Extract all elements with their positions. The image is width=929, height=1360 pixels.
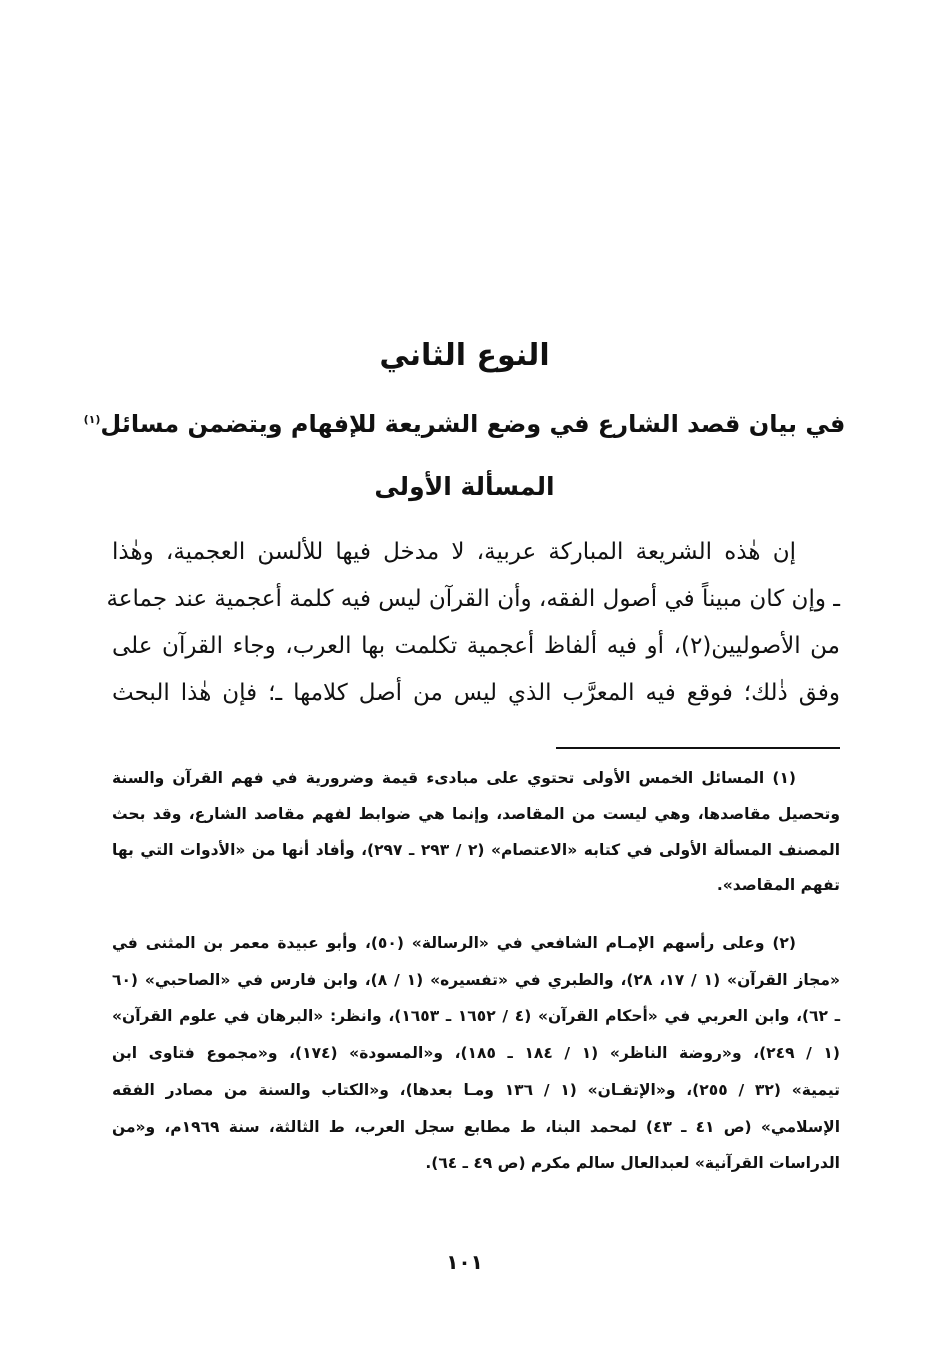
body-line: وفق ذٰلك؛ فوقع فيه المعرَّب الذي ليس من أصل كلامها ـ؛ فإن هٰذا البحث [112,680,840,706]
footnote-line: (١) المسائل الخمس الأولى تحتوي على مبادىء قيمة وضرورية في فهم القرآن والسنة [112,769,796,787]
body-line: ـ وإن كان مبيناً في أصول الفقه، وأن القرآن ليس فيه كلمة أعجمية عند جماعة [106,586,840,612]
footnote-line: (١ / ٢٤٩)، و«روضة الناظر» (١ / ١٨٤ ـ ١٨٥)، و«المسودة» (١٧٤)، و«مجموع فتاوى ابن [112,1044,840,1062]
footnote-line: تيمية» (٣٢ / ٢٥٥)، و«الإتقـان» (١ / ١٣٦ ومـا بعدها)، و«الكتاب والسنة من مصادر الفقه [112,1081,840,1099]
chapter-title: النوع الثاني [379,338,550,373]
section-title: المسألة الأولى [374,472,555,501]
footnote-line: «مجاز القرآن» (١ / ١٧، ٢٨)، والطبري في «تفسيره» (١ / ٨)، وابن فارس في «الصاحبي» (٦٠ [112,971,840,989]
footnote-ref: (١) [83,413,101,426]
footnote-line: تفهم المقاصد». [716,876,840,894]
chapter-subtitle [0,410,929,438]
subtitle-text: في بيان قصد الشارع في وضع الشريعة للإفهام ويتضمن مسائل [100,410,846,438]
page-number: ١٠١ [446,1250,483,1274]
footnote-line: الإسلامي» (ص ٤١ ـ ٤٣) لمحمد البنا، ط مطابع سجل العرب، ط الثالثة، سنة ١٩٦٩م، و«من [112,1118,841,1136]
footnote-separator [556,747,840,749]
footnote-line: المصنف المسألة الأولى في كتابه «الاعتصام» (٢ / ٢٩٣ ـ ٢٩٧)، وأفاد أنها من «الأدوات التي بها [112,841,841,859]
body-line: إن هٰذه الشريعة المباركة عربية، لا مدخل فيها للألسن العجمية، وهٰذا [112,539,796,565]
footnote-line: الدراسات القرآنية» لعبدالعال سالم مكرم (ص ٤٩ ـ ٦٤). [425,1154,840,1172]
footnote-line: ـ ٦٢)، وابن العربي في «أحكام القرآن» (٤ / ١٦٥٢ ـ ١٦٥٣)، وانظر: «البرهان في علوم القرآن» [112,1007,840,1025]
body-line: من الأصوليين(٢)، أو فيه ألفاظ أعجمية تكلمت بها العرب، وجاء القرآن على [112,633,840,659]
footnote-line: (٢) وعلى رأسهم الإمـام الشافعي في «الرسالة» (٥٠)، وأبو عبيدة معمر بن المثنى في [112,934,796,952]
footnote-line: وتحصيل مقاصدها، وهي ليست من المقاصد، وإنما هي ضوابط لفهم مقاصد الشارع، وقد بحث [112,805,840,823]
